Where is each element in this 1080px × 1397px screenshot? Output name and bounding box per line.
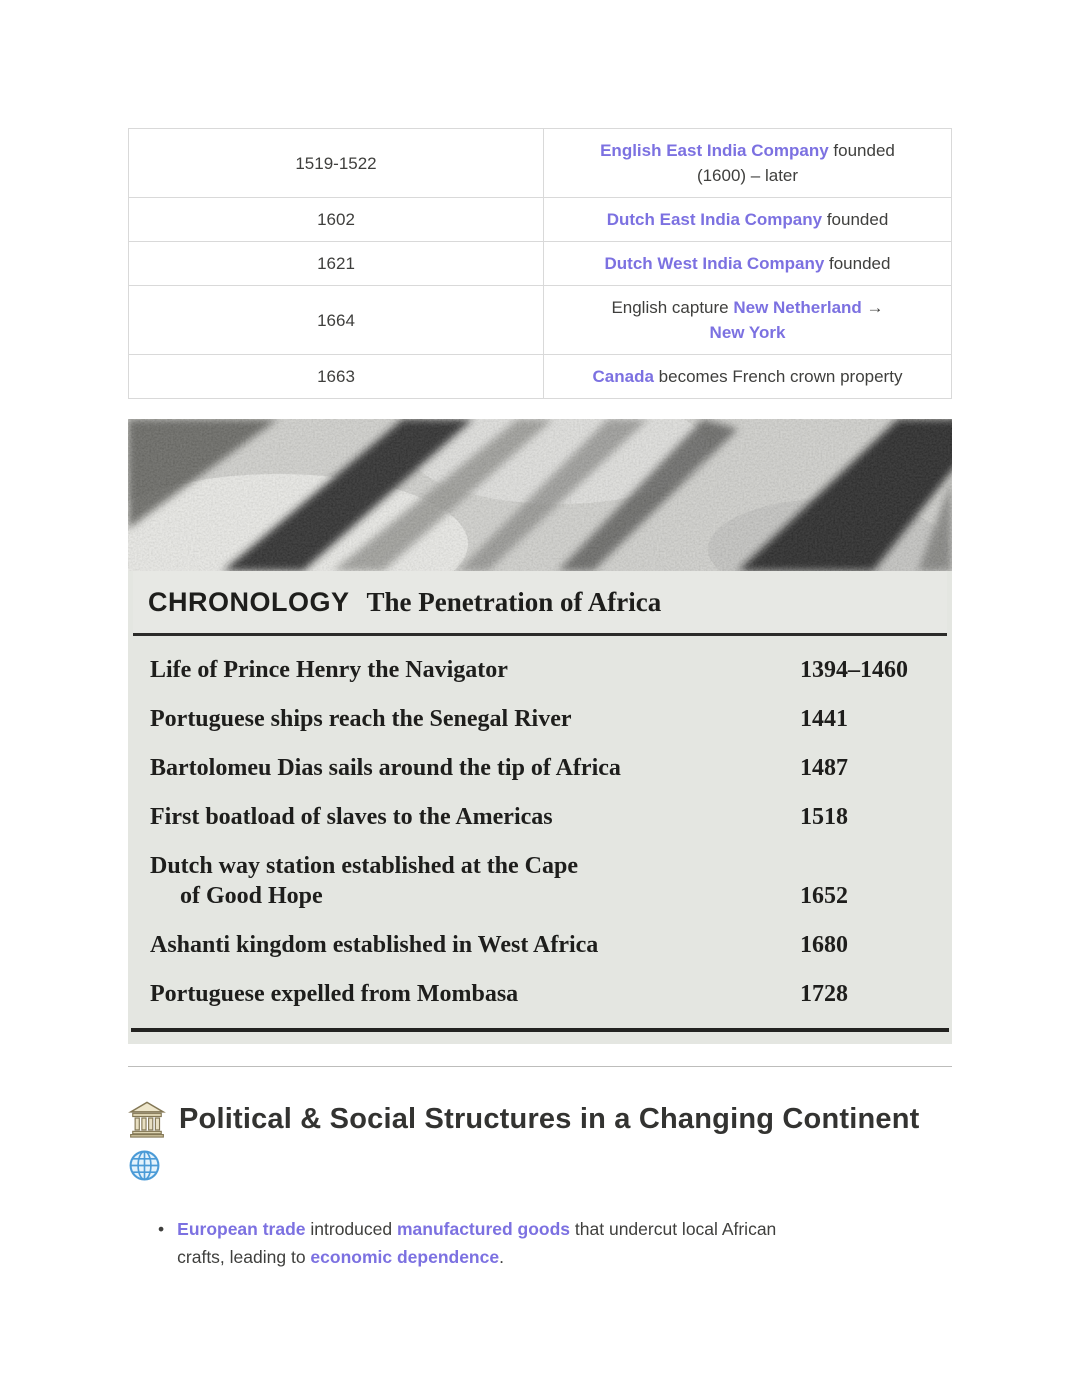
date-cell: 1664 <box>129 286 544 355</box>
classical-building-icon <box>128 1100 166 1138</box>
chronology-label: CHRONOLOGY <box>148 587 350 617</box>
date-cell: 1621 <box>129 242 544 286</box>
table-row <box>129 129 952 198</box>
chronology-year: 1652 <box>800 883 848 909</box>
table-row <box>129 286 952 355</box>
list-item <box>150 753 928 783</box>
list-item <box>150 851 928 911</box>
chronology-event: Life of Prince Henry the Navigator <box>150 657 508 683</box>
table-row <box>129 198 952 242</box>
chronology-event-line2: of Good Hope <box>180 883 323 909</box>
chronology-event: Bartolomeu Dias sails around the tip of Africa <box>150 755 621 781</box>
highlight-term: Dutch East India Company <box>606 210 823 229</box>
list-item <box>150 979 928 1009</box>
section-heading-text: Political & Social Structures in a Changing Continent <box>179 1102 920 1135</box>
list-item <box>150 930 928 960</box>
arrow-glyph: → <box>861 298 884 317</box>
bullet-segment: that undercut local African <box>570 1219 777 1239</box>
list-item <box>150 655 928 685</box>
event-text: becomes French crown property <box>653 367 903 386</box>
event-cell <box>544 286 952 355</box>
list-item <box>150 704 928 734</box>
timeline-table <box>128 128 952 399</box>
event-text: English capture <box>611 298 734 317</box>
event-cell <box>544 129 952 198</box>
highlight-term: manufactured goods <box>396 1219 571 1239</box>
event-text: founded <box>828 141 895 160</box>
chronology-event: First boatload of slaves to the Americas <box>150 804 553 830</box>
table-row <box>129 355 952 399</box>
date-cell: 1519-1522 <box>129 129 544 198</box>
chronology-event: Portuguese expelled from Mombasa <box>150 981 519 1007</box>
highlight-term: Dutch West India Company <box>604 254 825 273</box>
date-cell: 1602 <box>129 198 544 242</box>
rock-texture-photo <box>128 419 952 571</box>
chronology-year: 1487 <box>800 755 848 781</box>
highlight-term: New York <box>709 323 786 342</box>
event-cell <box>544 242 952 286</box>
date-cell: 1663 <box>129 355 544 399</box>
bullet-dot: • <box>158 1219 165 1239</box>
chronology-event-line1: Dutch way station established at the Cape <box>150 853 579 879</box>
chronology-year: 1518 <box>800 804 848 830</box>
chronology-scan-image[interactable] <box>128 419 952 1044</box>
scan-bottom-rule <box>131 1028 949 1032</box>
chronology-year: 1680 <box>800 932 848 958</box>
chronology-event: Portuguese ships reach the Senegal River <box>150 706 572 732</box>
globe-row <box>128 1149 952 1182</box>
section-divider <box>128 1066 952 1067</box>
table-row <box>129 242 952 286</box>
list-item <box>150 802 928 832</box>
bullet-text <box>177 1215 776 1271</box>
bullet-segment: crafts, leading to <box>177 1247 311 1267</box>
chronology-list <box>128 636 952 1009</box>
highlight-term: English East India Company <box>600 141 829 160</box>
chronology-year: 1728 <box>800 981 848 1007</box>
content-column <box>128 0 952 1271</box>
chronology-year: 1441 <box>800 706 848 732</box>
highlight-term: New Netherland <box>733 298 862 317</box>
chronology-title: The Penetration of Africa <box>366 587 662 617</box>
highlight-term: economic dependence <box>310 1247 500 1267</box>
highlight-term: European trade <box>177 1219 306 1239</box>
bullet-segment: . <box>499 1247 504 1267</box>
event-text: (1600) – later <box>696 166 799 185</box>
highlight-term: Canada <box>592 367 654 386</box>
event-cell <box>544 355 952 399</box>
bullet-segment: introduced <box>305 1219 397 1239</box>
chronology-event <box>150 851 800 911</box>
chronology-event: Ashanti kingdom established in West Africa <box>150 932 599 958</box>
scan-header <box>133 571 947 636</box>
bullet-item <box>128 1215 952 1271</box>
globe-with-meridians-icon <box>128 1149 952 1182</box>
section-heading <box>128 1100 952 1138</box>
event-text: founded <box>822 210 889 229</box>
event-cell <box>544 198 952 242</box>
event-text: founded <box>824 254 891 273</box>
chronology-year: 1394–1460 <box>800 657 908 683</box>
